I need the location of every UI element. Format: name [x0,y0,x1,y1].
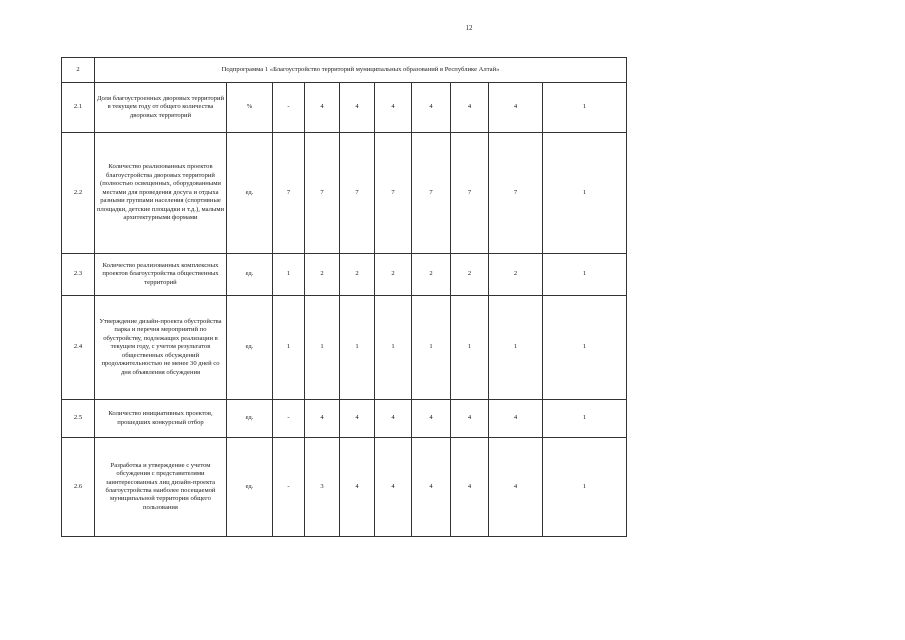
year-value-cell: 4 [451,438,489,537]
year-value-cell: 4 [451,83,489,133]
table-row [62,296,627,400]
final-value-cell: 1 [543,254,627,296]
base-value-cell: - [273,83,305,133]
table-row [62,133,627,254]
table-row [62,254,627,296]
year-value-cell: 4 [305,400,340,438]
year-value-cell: 4 [489,83,543,133]
base-value-cell: - [273,438,305,537]
year-value-cell: 3 [305,438,340,537]
year-value-cell: 7 [489,133,543,254]
year-value-cell: 4 [412,83,451,133]
base-value-cell: - [273,400,305,438]
indicator-description: Утверждение дизайн-проекта обустройства парка и перечня мероприятий по обустройству, подлежащих реализации в текущем году, с учетом результатов общественных обсуждений продолжительностью не менее 30 дней со дня объявления обсуждения [95,296,227,400]
row-number: 2.2 [62,133,95,254]
unit-cell: % [227,83,273,133]
year-value-cell: 4 [375,400,412,438]
year-value-cell: 2 [451,254,489,296]
final-value-cell: 1 [543,400,627,438]
year-value-cell: 4 [340,83,375,133]
year-value-cell: 2 [375,254,412,296]
year-value-cell: 4 [412,438,451,537]
indicators-table [61,57,627,537]
program-title: Подпрограмма 1 «Благоустройство территорий муниципальных образований в Республике Алтай» [95,58,627,83]
unit-cell: ед. [227,400,273,438]
indicator-description: Доля благоустроенных дворовых территорий в текущем году от общего количества дворовых территорий [95,83,227,133]
year-value-cell: 1 [451,296,489,400]
year-value-cell: 1 [305,296,340,400]
page-number: 12 [465,24,473,32]
table-row [62,400,627,438]
table-body [62,58,627,537]
final-value-cell: 1 [543,133,627,254]
year-value-cell: 1 [340,296,375,400]
indicator-description: Количество реализованных комплексных проектов благоустройства общественных территорий [95,254,227,296]
row-number: 2.1 [62,83,95,133]
year-value-cell: 1 [375,296,412,400]
year-value-cell: 7 [412,133,451,254]
year-value-cell: 7 [375,133,412,254]
row-number: 2.5 [62,400,95,438]
year-value-cell: 7 [451,133,489,254]
year-value-cell: 4 [489,438,543,537]
year-value-cell: 2 [489,254,543,296]
row-number: 2.3 [62,254,95,296]
base-value-cell: 1 [273,254,305,296]
unit-cell: ед. [227,254,273,296]
year-value-cell: 2 [340,254,375,296]
table-row [62,438,627,537]
unit-cell: ед. [227,133,273,254]
year-value-cell: 2 [412,254,451,296]
final-value-cell: 1 [543,296,627,400]
indicator-description: Разработка и утверждение с учетом обсуждения с представителями заинтересованных лиц дизайн-проекта благоустройства наиболее посещаемой муниципальной территории общего пользования [95,438,227,537]
year-value-cell: 4 [451,400,489,438]
row-number: 2.6 [62,438,95,537]
program-row [62,58,627,83]
final-value-cell: 1 [543,83,627,133]
year-value-cell: 4 [305,83,340,133]
indicator-description: Количество инициативных проектов, прошедших конкурсный отбор [95,400,227,438]
row-number: 2.4 [62,296,95,400]
unit-cell: ед. [227,438,273,537]
year-value-cell: 4 [412,400,451,438]
year-value-cell: 7 [340,133,375,254]
year-value-cell: 4 [489,400,543,438]
year-value-cell: 4 [375,83,412,133]
program-number: 2 [62,58,95,83]
year-value-cell: 1 [412,296,451,400]
year-value-cell: 4 [340,400,375,438]
base-value-cell: 7 [273,133,305,254]
year-value-cell: 2 [305,254,340,296]
year-value-cell: 4 [340,438,375,537]
year-value-cell: 4 [375,438,412,537]
year-value-cell: 7 [305,133,340,254]
table-row [62,83,627,133]
unit-cell: ед. [227,296,273,400]
final-value-cell: 1 [543,438,627,537]
indicator-description: Количество реализованных проектов благоустройства дворовых территорий (полностью освещенных, оборудованными местами для проведения досуга и отдыха разными группами населения (спортивные площадки, детские площадки и т.д.), малыми архитектурными формами [95,133,227,254]
year-value-cell: 1 [489,296,543,400]
base-value-cell: 1 [273,296,305,400]
